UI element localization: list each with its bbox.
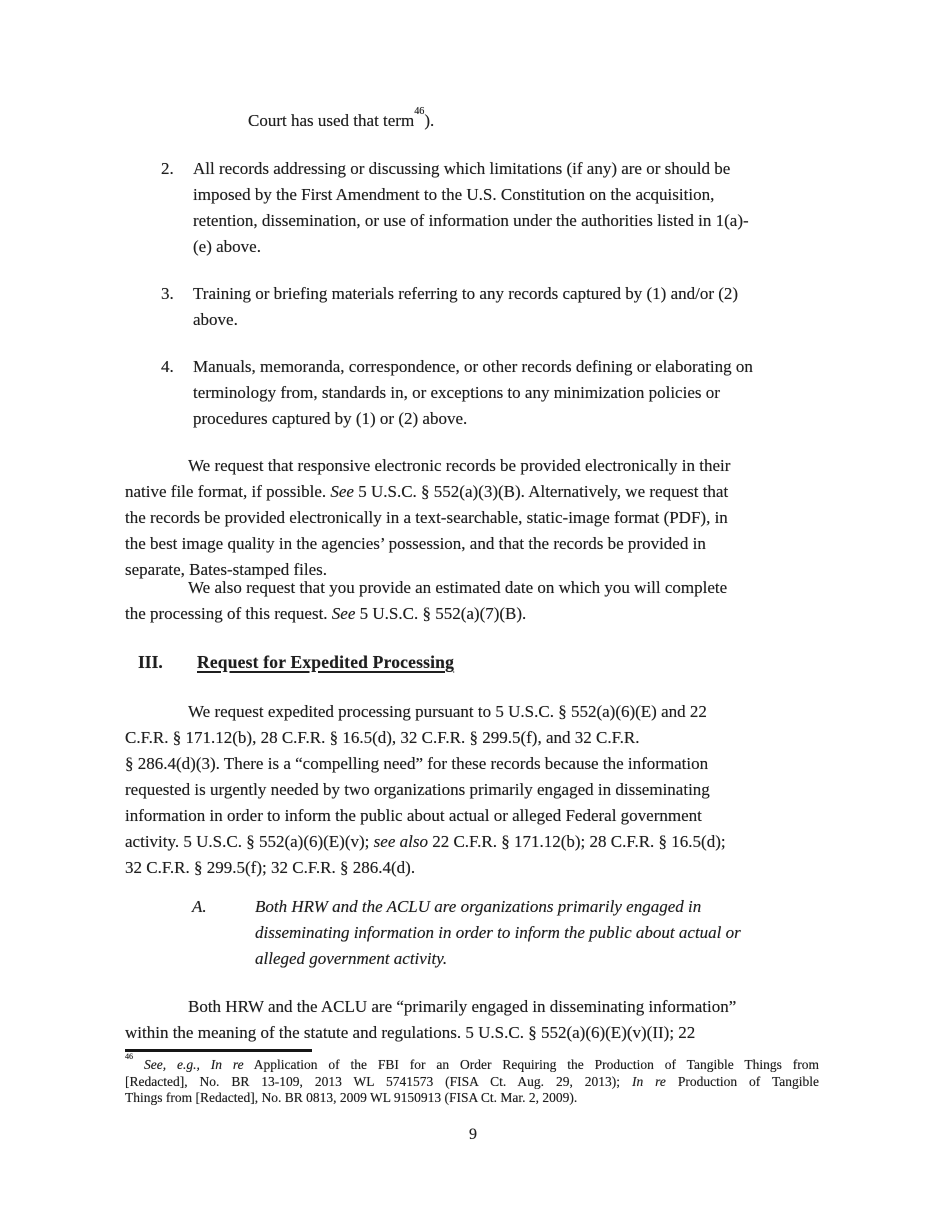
- paragraph-expedited-processing: We request expedited processing pursuant to 5 U.S.C. § 552(a)(6)(E) and 22 C.F.R. § 171.12(b), 28 C.F.R. § 16.5(d), 32 C.F.R. § 299.5(f), and 32 C.F.R. § 286.4(d)(3). There is a “compelling need” for these records because the information requested is urgently needed by two organizations primarily engaged in disseminating information in order to inform the public about actual or alleged Federal government activity. 5 U.S.C. § 552(a)(6)(E)(v); see also 22 C.F.R. § 171.12(b); 28 C.F.R. § 16.5(d); 32 C.F.R. § 299.5(f); 32 C.F.R. § 286.4(d).: [125, 702, 726, 877]
- subsection-heading: [192, 894, 795, 972]
- page-number: 9: [469, 1126, 477, 1143]
- item-number: 3.: [161, 284, 174, 303]
- section-title: Request for Expedited Processing: [197, 652, 455, 672]
- numbered-list-item-4: [161, 354, 853, 432]
- subsection-text: Both HRW and the ACLU are organizations primarily engaged in disseminating information in order to inform the public about actual or alleged government activity.: [255, 897, 741, 968]
- section-heading: [138, 649, 454, 675]
- item-text: All records addressing or discussing which limitations (if any) are or should be imposed by the First Amendment to the U.S. Constitution on the acquisition, retention, dissemination, or use of information under the authorities listed in 1(a)- (e) above.: [193, 159, 749, 256]
- item-text: Training or briefing materials referring to any records captured by (1) and/or (2) above.: [193, 284, 739, 329]
- subsection-letter: A.: [192, 897, 207, 916]
- paragraph-format-request: We request that responsive electronic records be provided electronically in their native file format, if possible. See 5 U.S.C. § 552(a)(3)(B). Alternatively, we request that the records be provided electronically in a text-searchable, static-image format (PDF), in the best image quality in the agencies’ possession, and that the records be provided in separate, Bates-stamped files.: [125, 456, 731, 579]
- continuation-line: Court has used that term$^{46}$).: [248, 105, 435, 130]
- item-number: 4.: [161, 357, 174, 376]
- numbered-list-item-2: [161, 156, 853, 260]
- footnote-separator: [125, 1049, 312, 1052]
- paragraph-estimated-date: We also request that you provide an estimated date on which you will complete the processing of this request. See 5 U.S.C. § 552(a)(7)(B).: [125, 578, 728, 623]
- footnote: $^{46}$ See, e.g., In re Application of the FBI for an Order Requiring the Production of Tangible Things from [Redacted], No. BR 13-109, 2013 WL 5741573 (FISA Ct. Aug. 29, 2013); In re Production of Tangible Things from [Redacted], No. BR 0813, 2009 WL 9150913 (FISA Ct. Mar. 2, 2009).: [125, 1052, 820, 1105]
- numbered-list-item-3: [161, 281, 853, 333]
- item-number: 2.: [161, 159, 174, 178]
- section-number: III.: [138, 652, 163, 672]
- item-text: Manuals, memoranda, correspondence, or other records defining or elaborating on terminology from, standards in, or exceptions to any minimization policies or procedures captured by (1) or (2) above.: [193, 357, 753, 428]
- paragraph-hrw-aclu: Both HRW and the ACLU are “primarily engaged in disseminating information” within the meaning of the statute and regulations. 5 U.S.C. § 552(a)(6)(E)(v)(II); 22: [125, 997, 737, 1042]
